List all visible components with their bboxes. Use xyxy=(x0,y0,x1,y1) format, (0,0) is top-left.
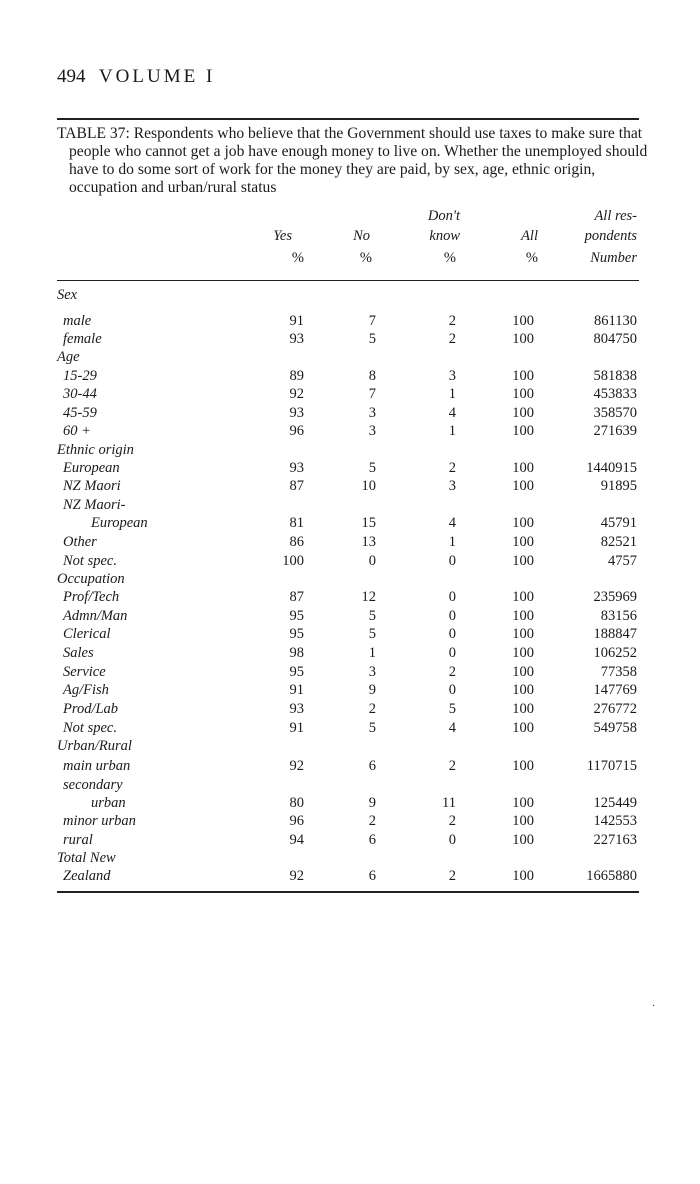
cell-dont-know: 1 xyxy=(448,534,456,550)
cell-dont-know: 3 xyxy=(448,368,456,384)
cell-no: 0 xyxy=(368,553,376,569)
row-label: rural xyxy=(63,832,93,848)
row-label: Age xyxy=(57,349,80,365)
cell-no: 1 xyxy=(368,645,376,661)
cell-all: 100 xyxy=(512,515,534,531)
cell-number: 235969 xyxy=(593,589,637,605)
cell-yes: 95 xyxy=(289,664,304,680)
header-all-respondents-unit: Number xyxy=(590,250,637,266)
cell-no: 9 xyxy=(368,682,376,698)
cell-dont-know: 5 xyxy=(448,701,456,717)
cell-dont-know: 1 xyxy=(448,423,456,439)
cell-dont-know: 4 xyxy=(448,515,456,531)
cell-dont-know: 0 xyxy=(448,626,456,642)
row-label: Zealand xyxy=(63,868,111,884)
row-label: Ag/Fish xyxy=(63,682,109,698)
cell-yes: 93 xyxy=(289,701,304,717)
row-label: main urban xyxy=(63,758,131,774)
table-row xyxy=(0,682,700,702)
table-group-header xyxy=(0,738,700,758)
cell-all: 100 xyxy=(512,664,534,680)
cell-all: 100 xyxy=(512,553,534,569)
cell-number: 188847 xyxy=(593,626,637,642)
table-row xyxy=(0,534,700,554)
table-row xyxy=(0,497,700,517)
cell-no: 5 xyxy=(368,331,376,347)
table-top-rule xyxy=(57,118,639,120)
cell-all: 100 xyxy=(512,478,534,494)
cell-number: 77358 xyxy=(600,664,637,680)
header-dont-know-unit: % xyxy=(443,250,456,266)
cell-dont-know: 4 xyxy=(448,405,456,421)
cell-all: 100 xyxy=(512,534,534,550)
cell-no: 5 xyxy=(368,608,376,624)
cell-dont-know: 11 xyxy=(442,795,456,811)
row-label: Not spec. xyxy=(63,553,117,569)
row-label: NZ Maori xyxy=(63,478,121,494)
table-group-header xyxy=(0,442,700,462)
cell-number: 549758 xyxy=(593,720,637,736)
cell-dont-know: 2 xyxy=(448,813,456,829)
cell-number: 142553 xyxy=(593,813,637,829)
table-bottom-rule xyxy=(57,891,639,893)
table-row xyxy=(0,701,700,721)
cell-number: 271639 xyxy=(593,423,637,439)
table-group-header xyxy=(0,287,700,307)
cell-dont-know: 0 xyxy=(448,608,456,624)
table-row xyxy=(0,868,700,888)
cell-no: 15 xyxy=(361,515,376,531)
row-label: European xyxy=(63,460,120,476)
cell-all: 100 xyxy=(512,626,534,642)
table-row xyxy=(0,331,700,351)
cell-number: 453833 xyxy=(593,386,637,402)
cell-no: 9 xyxy=(368,795,376,811)
cell-all: 100 xyxy=(512,720,534,736)
row-label: Not spec. xyxy=(63,720,117,736)
cell-all: 100 xyxy=(512,589,534,605)
cell-dont-know: 0 xyxy=(448,832,456,848)
header-yes: Yes xyxy=(273,228,292,244)
cell-number: 106252 xyxy=(593,645,637,661)
cell-yes: 87 xyxy=(289,589,304,605)
row-label: 30-44 xyxy=(63,386,97,402)
header-no: No xyxy=(353,228,370,244)
cell-no: 3 xyxy=(368,423,376,439)
cell-number: 4757 xyxy=(608,553,637,569)
cell-no: 5 xyxy=(368,460,376,476)
table-row xyxy=(0,386,700,406)
cell-yes: 87 xyxy=(289,478,304,494)
cell-yes: 93 xyxy=(289,405,304,421)
row-label: 15-29 xyxy=(63,368,97,384)
cell-yes: 92 xyxy=(289,386,304,402)
cell-number: 804750 xyxy=(593,331,637,347)
cell-number: 276772 xyxy=(593,701,637,717)
cell-yes: 80 xyxy=(289,795,304,811)
cell-all: 100 xyxy=(512,701,534,717)
cell-yes: 94 xyxy=(289,832,304,848)
table-row xyxy=(0,553,700,573)
header-no-unit: % xyxy=(359,250,372,266)
cell-all: 100 xyxy=(512,460,534,476)
cell-no: 8 xyxy=(368,368,376,384)
row-label: male xyxy=(63,313,92,329)
cell-no: 7 xyxy=(368,386,376,402)
row-label: Prof/Tech xyxy=(63,589,120,605)
cell-yes: 93 xyxy=(289,460,304,476)
cell-number: 147769 xyxy=(593,682,637,698)
cell-no: 10 xyxy=(361,478,376,494)
row-label: Ethnic origin xyxy=(57,442,134,458)
cell-all: 100 xyxy=(512,795,534,811)
row-label: minor urban xyxy=(63,813,136,829)
table-row xyxy=(0,626,700,646)
table-row xyxy=(0,813,700,833)
cell-yes: 96 xyxy=(289,423,304,439)
cell-dont-know: 4 xyxy=(448,720,456,736)
cell-all: 100 xyxy=(512,423,534,439)
cell-yes: 100 xyxy=(282,553,304,569)
volume-title: VOLUME I xyxy=(98,66,216,87)
row-label: urban xyxy=(91,795,126,811)
table-row xyxy=(0,313,700,333)
table-row xyxy=(0,589,700,609)
cell-number: 91895 xyxy=(600,478,637,494)
cell-yes: 92 xyxy=(289,758,304,774)
cell-dont-know: 2 xyxy=(448,758,456,774)
cell-all: 100 xyxy=(512,368,534,384)
row-label: Admn/Man xyxy=(63,608,128,624)
header-all-unit: % xyxy=(525,250,538,266)
cell-yes: 95 xyxy=(289,608,304,624)
cell-yes: 93 xyxy=(289,331,304,347)
row-label: Prod/Lab xyxy=(63,701,119,717)
cell-dont-know: 0 xyxy=(448,553,456,569)
cell-all: 100 xyxy=(512,758,534,774)
cell-no: 5 xyxy=(368,720,376,736)
cell-dont-know: 2 xyxy=(448,868,456,884)
table-row xyxy=(0,423,700,443)
header-yes-unit: % xyxy=(291,250,304,266)
cell-all: 100 xyxy=(512,386,534,402)
table-group-header xyxy=(0,349,700,369)
row-label: female xyxy=(63,331,102,347)
table-row xyxy=(0,664,700,684)
cell-number: 82521 xyxy=(600,534,637,550)
row-label: 60 + xyxy=(63,423,91,439)
cell-number: 227163 xyxy=(593,832,637,848)
table-row xyxy=(0,758,700,778)
header-all: All xyxy=(521,228,538,244)
cell-yes: 86 xyxy=(289,534,304,550)
row-label: 45-59 xyxy=(63,405,97,421)
cell-dont-know: 3 xyxy=(448,478,456,494)
cell-no: 7 xyxy=(368,313,376,329)
cell-yes: 95 xyxy=(289,626,304,642)
header-all-respondents-line1: All res- xyxy=(594,208,637,224)
row-label: Urban/Rural xyxy=(57,738,132,754)
cell-number: 581838 xyxy=(593,368,637,384)
cell-no: 6 xyxy=(368,758,376,774)
cell-yes: 96 xyxy=(289,813,304,829)
table-group-header xyxy=(0,571,700,591)
table-row xyxy=(0,832,700,852)
cell-all: 100 xyxy=(512,813,534,829)
table-row xyxy=(0,460,700,480)
cell-dont-know: 2 xyxy=(448,460,456,476)
cell-yes: 89 xyxy=(289,368,304,384)
cell-no: 6 xyxy=(368,832,376,848)
cell-no: 3 xyxy=(368,664,376,680)
row-label: Occupation xyxy=(57,571,125,587)
cell-all: 100 xyxy=(512,645,534,661)
table-group-header xyxy=(0,850,700,870)
cell-no: 2 xyxy=(368,701,376,717)
stray-mark: · xyxy=(652,1001,656,1012)
cell-dont-know: 0 xyxy=(448,645,456,661)
cell-all: 100 xyxy=(512,405,534,421)
cell-no: 5 xyxy=(368,626,376,642)
table-row xyxy=(0,645,700,665)
cell-no: 12 xyxy=(361,589,376,605)
cell-number: 861130 xyxy=(594,313,637,329)
cell-dont-know: 2 xyxy=(448,664,456,680)
header-dont-know-line2: know xyxy=(429,228,460,244)
cell-number: 125449 xyxy=(593,795,637,811)
cell-no: 3 xyxy=(368,405,376,421)
cell-number: 1440915 xyxy=(586,460,637,476)
cell-no: 13 xyxy=(361,534,376,550)
row-label: NZ Maori- xyxy=(63,497,126,513)
row-label: Other xyxy=(63,534,97,550)
cell-all: 100 xyxy=(512,868,534,884)
table-row xyxy=(0,608,700,628)
cell-yes: 91 xyxy=(289,720,304,736)
row-label: Service xyxy=(63,664,106,680)
running-head xyxy=(57,66,215,88)
cell-all: 100 xyxy=(512,331,534,347)
row-label: secondary xyxy=(63,777,123,793)
cell-all: 100 xyxy=(512,608,534,624)
cell-dont-know: 2 xyxy=(448,331,456,347)
cell-dont-know: 1 xyxy=(448,386,456,402)
cell-no: 2 xyxy=(368,813,376,829)
header-all-respondents-line2: pondents xyxy=(584,228,637,244)
row-label: Total New xyxy=(57,850,116,866)
table-row xyxy=(0,720,700,740)
cell-no: 6 xyxy=(368,868,376,884)
cell-yes: 81 xyxy=(289,515,304,531)
table-row xyxy=(0,478,700,498)
cell-dont-know: 2 xyxy=(448,313,456,329)
cell-number: 1170715 xyxy=(586,758,637,774)
table-row xyxy=(0,515,700,535)
cell-yes: 98 xyxy=(289,645,304,661)
cell-all: 100 xyxy=(512,313,534,329)
header-dont-know-line1: Don't xyxy=(427,208,460,224)
table-row xyxy=(0,777,700,797)
header-rule xyxy=(57,280,639,281)
cell-yes: 91 xyxy=(289,313,304,329)
cell-number: 45791 xyxy=(600,515,637,531)
cell-yes: 92 xyxy=(289,868,304,884)
table-caption: TABLE 37: Respondents who believe that the Government should use taxes to make sure that people who cannot get a job have enough money to live on. Whether the unemployed should have to do some sort of work for the money they are paid, by sex, age, ethnic origin, occupation and urban/rural status xyxy=(57,125,648,196)
cell-all: 100 xyxy=(512,682,534,698)
row-label: Sales xyxy=(63,645,94,661)
cell-yes: 91 xyxy=(289,682,304,698)
cell-number: 358570 xyxy=(593,405,637,421)
cell-dont-know: 0 xyxy=(448,589,456,605)
cell-all: 100 xyxy=(512,832,534,848)
table-row xyxy=(0,368,700,388)
table-row xyxy=(0,795,700,815)
page-number: 494 xyxy=(57,66,86,87)
row-label: Sex xyxy=(57,287,78,303)
row-label: Clerical xyxy=(63,626,111,642)
cell-number: 1665880 xyxy=(586,868,637,884)
cell-number: 83156 xyxy=(600,608,637,624)
cell-dont-know: 0 xyxy=(448,682,456,698)
table-row xyxy=(0,405,700,425)
row-label: European xyxy=(91,515,148,531)
